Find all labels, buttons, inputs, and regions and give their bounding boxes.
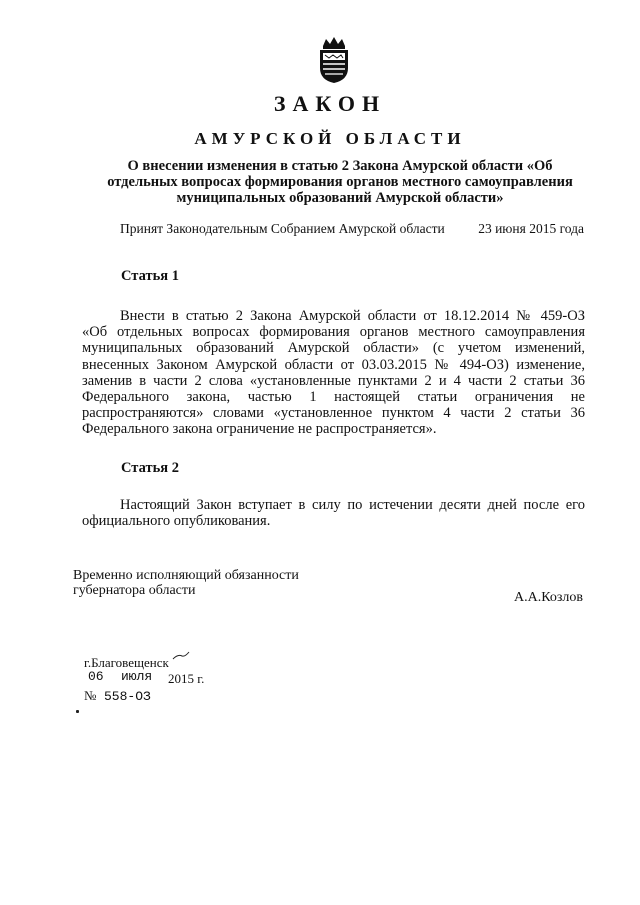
law-title bbox=[90, 158, 590, 206]
article-1-line: Внести в статью 2 Закона Амурской области от 18.12.2014 № 459-ОЗ bbox=[120, 308, 585, 324]
adoption-date: 23 июня 2015 года bbox=[478, 221, 584, 236]
registration-number: 558-ОЗ bbox=[104, 689, 151, 704]
article-2-text bbox=[82, 497, 585, 529]
article-1-line: Федерального закона ограничение не распространяется». bbox=[82, 421, 437, 438]
ink-dot bbox=[76, 710, 79, 713]
pen-stroke-mark bbox=[172, 651, 190, 661]
region-heading: АМУРСКОЙ ОБЛАСТИ bbox=[194, 129, 466, 148]
registration-number-sign: № bbox=[84, 688, 97, 703]
signatory-position: Временно исполняющий обязанности bbox=[73, 568, 299, 583]
article-1-line: распространяются» словами «установленное пунктом 4 части 2 статьи 36 bbox=[82, 405, 585, 422]
signatory-name: А.А.Козлов bbox=[514, 590, 583, 605]
signatory-position: губернатора области bbox=[73, 583, 196, 598]
article-1-line: внесенных Законом Амурской области от 03.03.2015 № 494-ОЗ) изменение, bbox=[82, 356, 585, 373]
article-2-heading: Статья 2 bbox=[121, 460, 179, 476]
registration-place: г.Благовещенск bbox=[84, 655, 169, 670]
adoption-statement: Принят Законодательным Собранием Амурской области bbox=[120, 221, 445, 236]
article-2-line: Настоящий Закон вступает в силу по истечении десяти дней после его bbox=[120, 497, 585, 513]
registration-month: июля bbox=[121, 669, 153, 684]
registration-year: 2015 г. bbox=[168, 671, 205, 686]
article-1-line: Федерального закона, частью 1 настоящей статьи ограничения не bbox=[82, 389, 585, 406]
coat-of-arms-icon bbox=[314, 36, 354, 84]
article-1-text bbox=[82, 308, 585, 438]
registration-day: 06 bbox=[88, 669, 104, 684]
article-1-line: муниципальных образований Амурской области» (с учетом изменений, bbox=[82, 340, 585, 357]
document-type-heading: ЗАКОН bbox=[273, 91, 387, 116]
article-1-line: заменив в части 2 слова «установленные пунктами 2 и 4 части 2 статьи 36 bbox=[82, 372, 585, 389]
law-title-line: О внесении изменения в статью 2 Закона Амурской области «Об bbox=[127, 158, 553, 174]
article-1-heading: Статья 1 bbox=[121, 268, 179, 284]
article-1-line: «Об отдельных вопросах формирования органов местного самоуправления bbox=[82, 324, 585, 341]
law-title-line: отдельных вопросах формирования органов местного самоуправления bbox=[107, 174, 573, 190]
law-title-line: муниципальных образований Амурской области» bbox=[176, 190, 504, 206]
article-2-line: официального опубликования. bbox=[82, 513, 271, 530]
